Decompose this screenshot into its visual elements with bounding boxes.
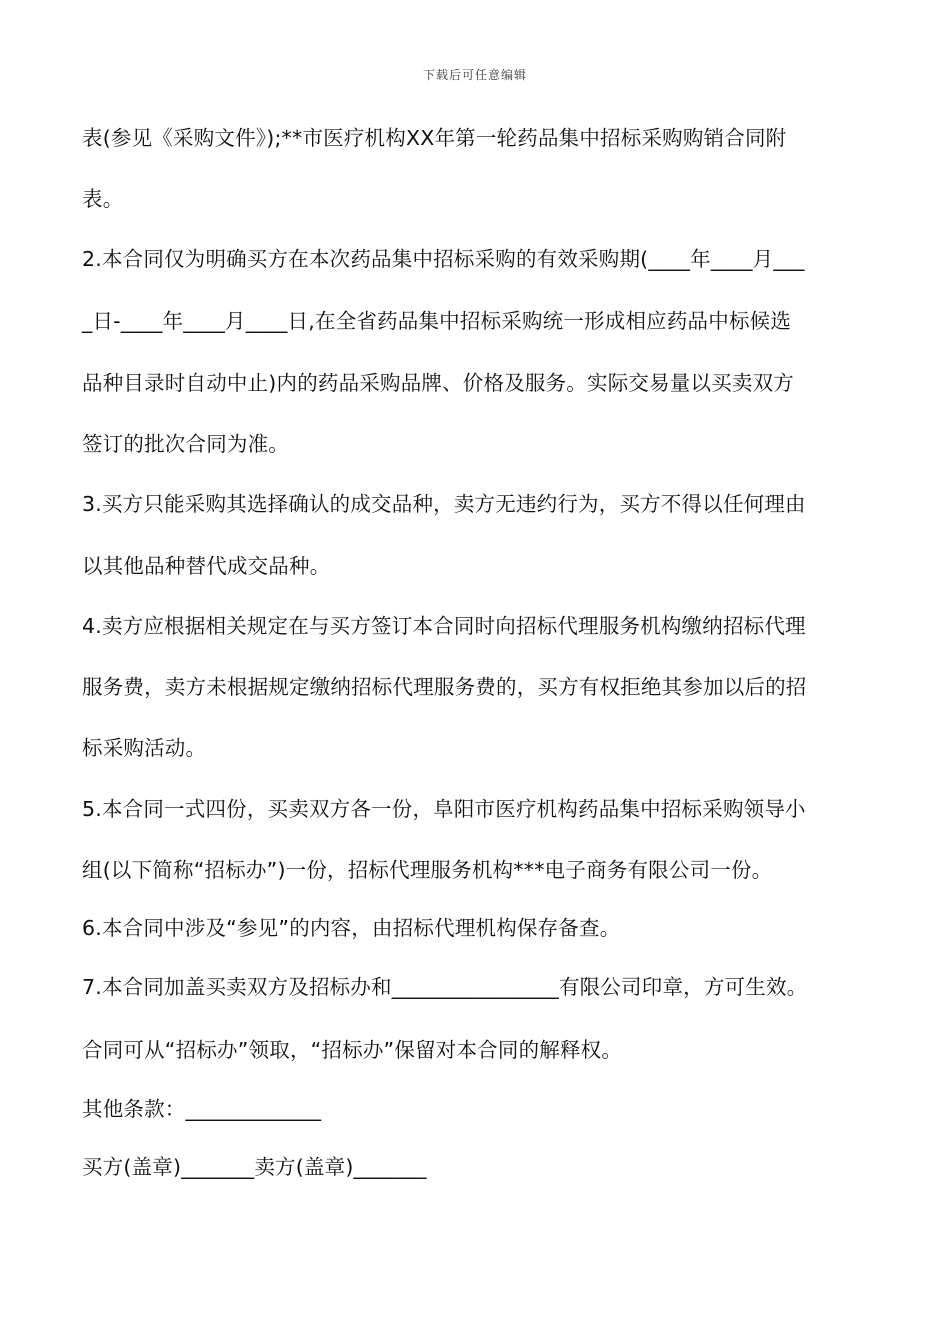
body-line: 以其他品种替代成交品种。 bbox=[82, 554, 331, 578]
clause-2: 2.本合同仅为明确买方在本次药品集中招标采购的有效采购期(____年____月___ bbox=[82, 247, 805, 271]
body-line: 签订的批次合同为准。 bbox=[82, 432, 289, 456]
other-terms: 其他条款：_____________ bbox=[82, 1097, 322, 1121]
body-line: 品种目录时自动中止)内的药品采购品牌、价格及服务。实际交易量以买卖双方 bbox=[82, 371, 794, 395]
body-line: 表。 bbox=[82, 187, 124, 211]
page-header: 下载后可任意编辑 bbox=[422, 68, 527, 82]
body-line: 组(以下简称“招标办”)一份，招标代理服务机构***电子商务有限公司一份。 bbox=[82, 858, 773, 882]
body-line: 合同可从“招标办”领取，“招标办”保留对本合同的解释权。 bbox=[82, 1038, 623, 1062]
clause-4: 4.卖方应根据相关规定在与买方签订本合同时向招标代理服务机构缴纳招标代理 bbox=[82, 614, 806, 638]
clause-5: 5.本合同一式四份，买卖双方各一份，阜阳市医疗机构药品集中招标采购领导小 bbox=[82, 797, 806, 821]
signature-line: 买方(盖章)_______卖方(盖章)_______ bbox=[82, 1155, 427, 1179]
body-line: _日-____年____月____日,在全省药品集中招标采购统一形成相应药品中标候选 bbox=[82, 309, 792, 333]
body-line: 表(参见《采购文件》);**市医疗机构XX年第一轮药品集中招标采购购销合同附 bbox=[82, 126, 787, 150]
body-line: 服务费，卖方未根据规定缴纳招标代理服务费的，买方有权拒绝其参加以后的招 bbox=[82, 675, 807, 699]
body-line: 标采购活动。 bbox=[82, 736, 207, 760]
clause-6: 6.本合同中涉及“参见”的内容，由招标代理机构保存备查。 bbox=[82, 916, 621, 940]
clause-7: 7.本合同加盖买卖双方及招标办和________________有限公司印章，方可生效。 bbox=[82, 975, 808, 999]
clause-3: 3.买方只能采购其选择确认的成交品种，卖方无违约行为，买方不得以任何理由 bbox=[82, 492, 806, 516]
